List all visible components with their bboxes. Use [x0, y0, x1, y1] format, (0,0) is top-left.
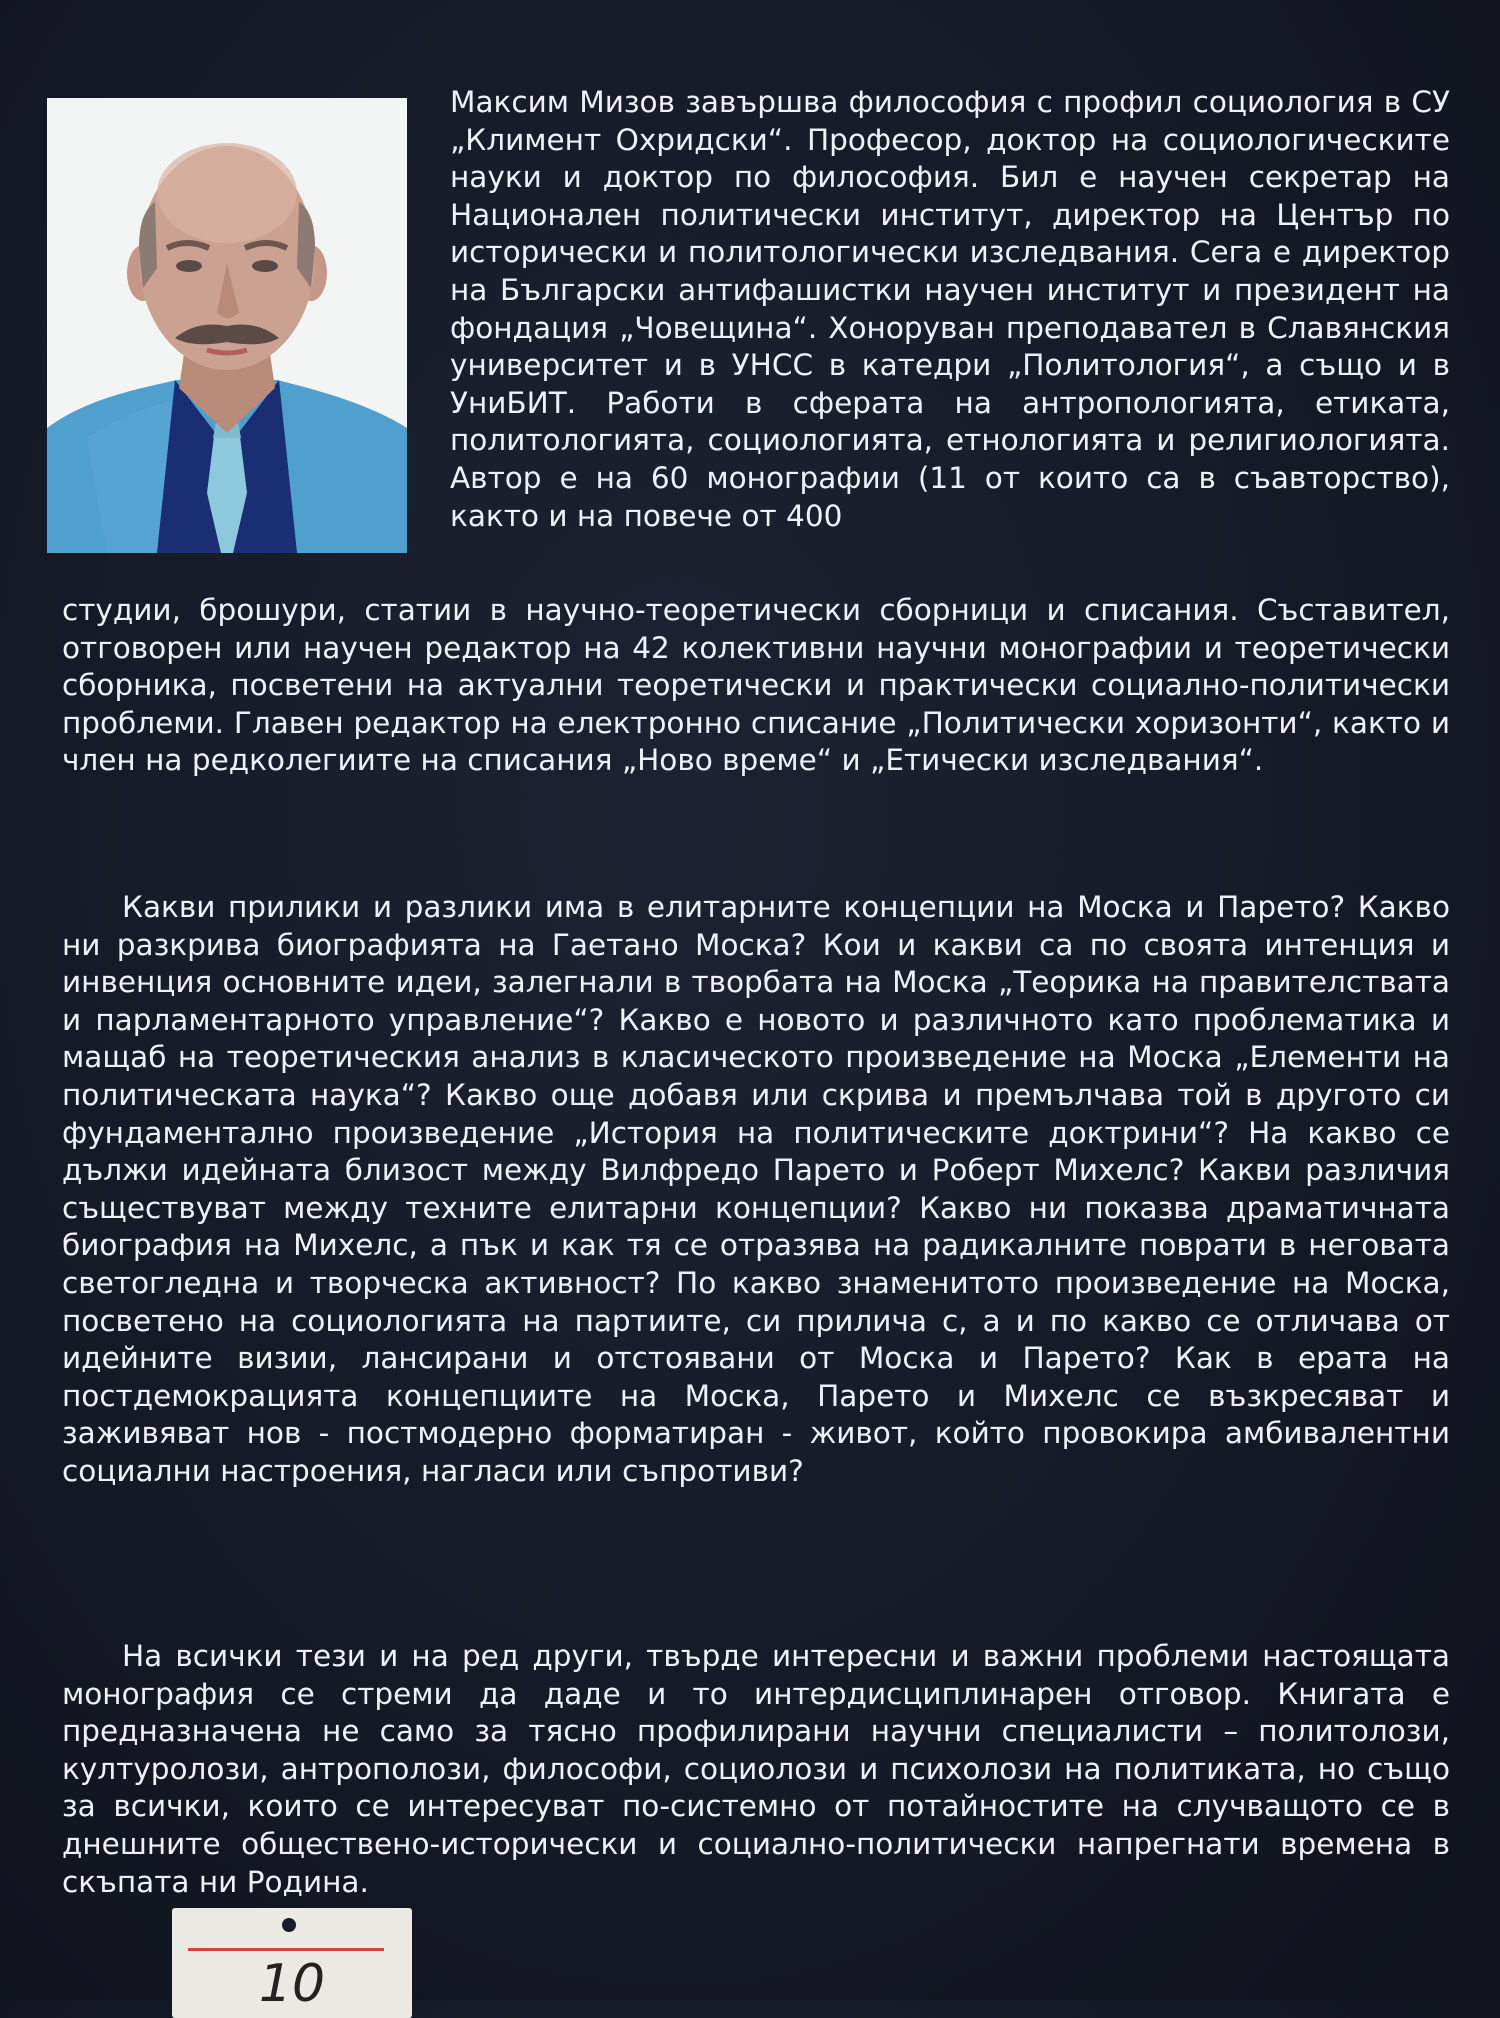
price-sticker	[172, 1908, 412, 2018]
author-bio-paragraph-beside-photo: Максим Мизов завършва философия с профил социология в СУ „Климент Охридски“. Професор, доктор на социологическите науки и доктор по философия. Бил е научен секретар на Национален политически институт, директор на Център по исторически и политологически изследвания. Сега е директор на Български антифашистки научен институт и президент на фондация „Човещина“. Хоноруван преподавател в Славянския университет и в УНСС в катедри „Политология“, а също и в УниБИТ. Работи в сферата на антропологията, етиката, политологията, социологията, етнологията и религиологията. Автор е на 60 монографии (11 от които са в съавторство), както и на повече от 400	[450, 85, 1450, 533]
author-portrait-image	[47, 98, 407, 553]
closing-paragraph: На всички тези и на ред други, твърде интересни и важни проблеми настоящата монография се стреми да даде и то интердисциплинарен отговор. Книгата е предназначена не само за тясно профилирани научни специалисти – политолози, културолози, антрополози, философи, социолози и психолози на политиката, но също за всички, които се интересуват по-системно от потайностите на случващото се в днешните обществено-исторически и социално-политически напрегнати времена в скъпата ни Родина.	[62, 1639, 1450, 1899]
sticker-red-line	[188, 1948, 384, 1951]
price-sticker-value: 10	[258, 1954, 326, 2014]
questions-paragraph: Какви прилики и разлики има в елитарните концепции на Моска и Парето? Какво ни разкрива биографията на Гаетано Моска? Кои и какви са по своята интенция и инвенция основните идеи, залегнали в творбата на Моска „Теорика на правителствата и парламентарното управление“? Какво е новото и различното като проблематика и мащаб на теоретическия анализ в класическото произведение на Моска „Елементи на политическата наука“? Какво още добавя или скрива и премълчава той в другото си фундаментално произведение „История на политическите доктрини“? На какво се дължи идейната близост между Вилфредо Парето и Роберт Михелс? Какви различия съществуват между техните елитарни концепции? Какво ни показва драматичната биография на Михелс, а пък и как тя се отразява на радикалните поврати в неговата светогледна и творческа активност? По какво знаменитото произведение на Моска, посветено на социологията на партиите, си прилича с, а и по какво се отличава от идейните визии, лансирани и отстоявани от Моска и Парето? Как в ерата на постдемокрацията концепциите на Моска, Парето и Михелс се възкресяват и заживяват нов - постмодерно форматиран - живот, който провокира амбивалентни социални настроения, нагласи или съпротиви?	[62, 890, 1450, 1488]
author-photo	[47, 98, 407, 553]
sticker-hole	[282, 1918, 296, 1932]
author-bio-paragraph-full-width: студии, брошури, статии в научно-теоретически сборници и списания. Съставител, отговорен или научен редактор на 42 колективни научни монографии и теоретически сборника, посветени на актуални теоретически и практически социално-политически проблеми. Главен редактор на електронно списание „Политически хоризонти“, както и член на редколегиите на списания „Ново време“ и „Етически изследвания“.	[62, 593, 1450, 778]
